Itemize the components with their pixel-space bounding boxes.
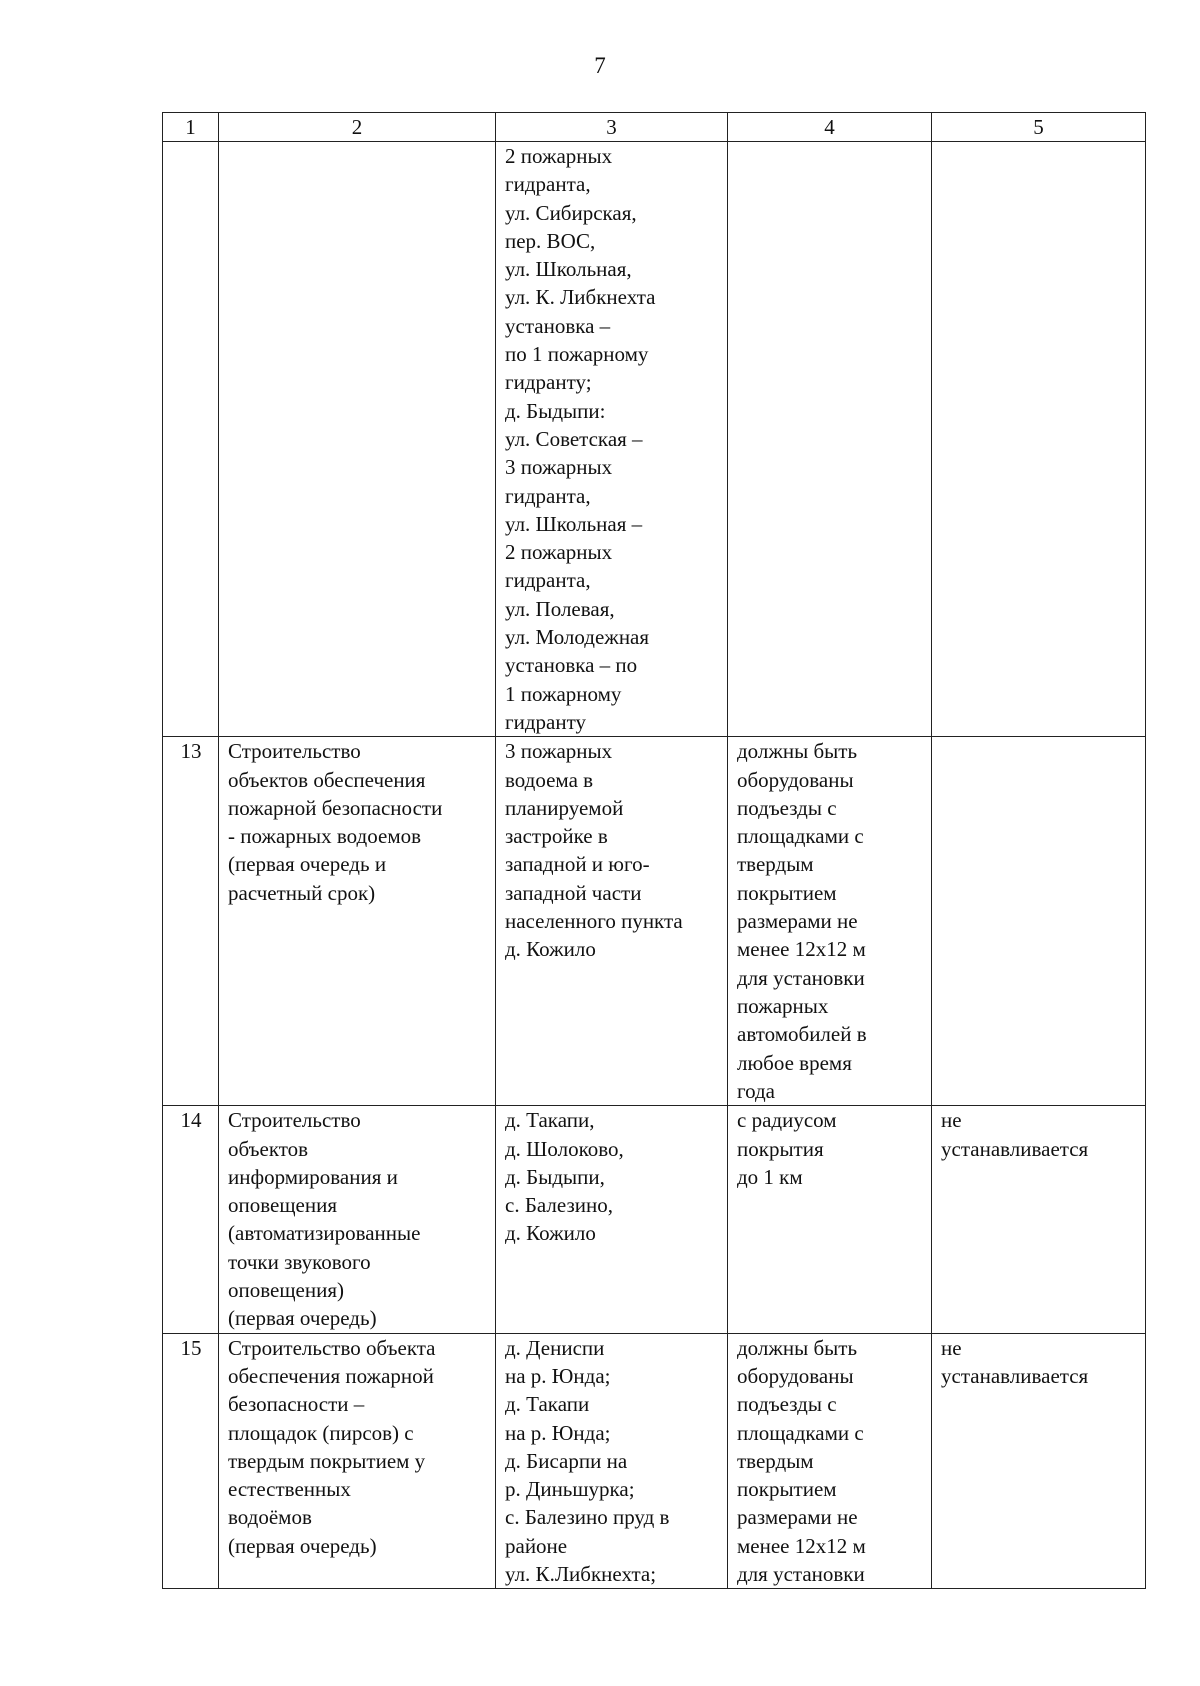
table-cell-col-3 xyxy=(496,1106,728,1333)
cell-text-line: для установки xyxy=(737,1561,865,1586)
cell-text-line: естественных xyxy=(228,1477,351,1502)
cell-text-line: на р. Юнда; xyxy=(505,1363,611,1388)
cell-text-line: (первая очередь и xyxy=(228,852,387,877)
cell-text-line: д. Шолоково, xyxy=(505,1136,624,1161)
cell-text-line: водоёмов xyxy=(228,1505,312,1530)
cell-text-line: пожарных xyxy=(737,993,829,1018)
table-cell-col-4 xyxy=(728,737,932,1106)
row-number: 15 xyxy=(163,1333,219,1589)
cell-text-line: установка – xyxy=(505,313,611,338)
cell-text-line: застройке в xyxy=(505,824,608,849)
cell-text-line: объектов xyxy=(228,1136,309,1161)
cell-text-line: пер. ВОС, xyxy=(505,228,596,253)
cell-text-line: 3 пожарных xyxy=(505,455,613,480)
cell-text-line: оборудованы xyxy=(737,1363,854,1388)
cell-text-line: информирования и xyxy=(228,1164,398,1189)
cell-text-line: не xyxy=(941,1108,962,1133)
cell-text-line: - пожарных водоемов xyxy=(228,824,422,849)
table-cell-col-2 xyxy=(219,737,496,1106)
cell-text-line: расчетный срок) xyxy=(228,880,376,905)
cell-text-line: 1 пожарному xyxy=(505,681,622,706)
cell-text-line: пожарной безопасности xyxy=(228,795,443,820)
cell-text-line: оборудованы xyxy=(737,767,854,792)
cell-text-line: ул. К.Либкнехта; xyxy=(505,1561,657,1586)
cell-text-line: гидранта, xyxy=(505,172,591,197)
cell-text-line: автомобилей в xyxy=(737,1022,867,1047)
cell-text-line: твердым покрытием у xyxy=(228,1448,426,1473)
cell-text-line: покрытием xyxy=(737,880,837,905)
cell-text-line: установка – по xyxy=(505,653,638,678)
cell-text-line: гидранта, xyxy=(505,568,591,593)
table-row xyxy=(163,737,1146,1106)
cell-text-line: ул. Молодежная xyxy=(505,625,650,650)
cell-text-line: 3 пожарных xyxy=(505,739,613,764)
cell-text-line: ул. Полевая, xyxy=(505,596,615,621)
cell-text-line: водоема в xyxy=(505,767,594,792)
cell-text-line: с. Балезино, xyxy=(505,1193,613,1218)
cell-text-line: покрытием xyxy=(737,1477,837,1502)
cell-text-line: размерами не xyxy=(737,1505,858,1530)
cell-text-line: районе xyxy=(505,1533,568,1558)
cell-text-line: западной части xyxy=(505,880,642,905)
cell-text-line: до 1 км xyxy=(737,1164,803,1189)
cell-text-line: объектов обеспечения xyxy=(228,767,426,792)
cell-text-line: населенного пункта xyxy=(505,909,683,934)
table-cell-col-5 xyxy=(932,1333,1146,1589)
cell-text-line: по 1 пожарному xyxy=(505,342,649,367)
cell-text-line: площадками с xyxy=(737,1420,864,1445)
cell-text-line: для установки xyxy=(737,965,865,990)
cell-text-line: устанавливается xyxy=(941,1363,1089,1388)
table-cell-col-3 xyxy=(496,142,728,737)
table-cell-col-2 xyxy=(219,142,496,737)
column-header-1: 1 xyxy=(163,113,219,142)
cell-text-line: не xyxy=(941,1335,962,1360)
cell-text-line: д. Такапи xyxy=(505,1392,590,1417)
page-number: 7 xyxy=(594,53,606,78)
cell-text-line: точки звукового xyxy=(228,1249,371,1274)
cell-text-line: Строительство xyxy=(228,739,361,764)
table-cell-col-5 xyxy=(932,737,1146,1106)
cell-text-line: безопасности – xyxy=(228,1392,365,1417)
cell-text-line: (первая очередь) xyxy=(228,1533,377,1558)
cell-text-line: ул. Советская – xyxy=(505,426,643,451)
cell-text-line: 2 пожарных xyxy=(505,144,613,168)
cell-text-line: менее 12х12 м xyxy=(737,1533,866,1558)
cell-text-line: размерами не xyxy=(737,909,858,934)
table-cell-col-5 xyxy=(932,1106,1146,1333)
cell-text-line: гидранту; xyxy=(505,370,592,395)
cell-text-line: должны быть xyxy=(737,1335,858,1360)
cell-text-line: гидранту xyxy=(505,709,586,734)
cell-text-line: Строительство объекта xyxy=(228,1335,436,1360)
column-header-4: 4 xyxy=(728,113,932,142)
cell-text-line: д. Бисарпи на xyxy=(505,1448,628,1473)
header-row xyxy=(163,113,1146,142)
cell-text-line: д. Кожило xyxy=(505,937,596,962)
cell-text-line: планируемой xyxy=(505,795,624,820)
cell-text-line: ул. К. Либкнехта xyxy=(505,285,656,310)
cell-text-line: любое время xyxy=(737,1050,852,1075)
cell-text-line: подъезды с xyxy=(737,1392,837,1417)
table-cell-col-4 xyxy=(728,142,932,737)
cell-text-line: оповещения xyxy=(228,1193,337,1218)
cell-text-line: западной и юго- xyxy=(505,852,650,877)
cell-text-line: ул. Школьная – xyxy=(505,511,643,536)
row-number: 14 xyxy=(163,1106,219,1333)
cell-text-line: гидранта, xyxy=(505,483,591,508)
cell-text-line: года xyxy=(737,1078,775,1103)
table-cell-col-2 xyxy=(219,1333,496,1589)
cell-text-line: (первая очередь) xyxy=(228,1306,377,1331)
cell-text-line: д. Быдыпи, xyxy=(505,1164,605,1189)
column-header-3: 3 xyxy=(496,113,728,142)
cell-text-line: 2 пожарных xyxy=(505,540,613,565)
cell-text-line: площадок (пирсов) с xyxy=(228,1420,414,1445)
cell-text-line: д. Дениспи xyxy=(505,1335,605,1360)
cell-text-line: обеспечения пожарной xyxy=(228,1363,434,1388)
cell-text-line: с радиусом xyxy=(737,1108,837,1133)
table-cell-col-3 xyxy=(496,1333,728,1589)
cell-text-line: д. Быдыпи: xyxy=(505,398,606,423)
cell-text-line: ул. Сибирская, xyxy=(505,200,637,225)
table-row xyxy=(163,142,1146,737)
row-number xyxy=(163,142,219,737)
cell-text-line: подъезды с xyxy=(737,795,837,820)
cell-text-line: (автоматизированные xyxy=(228,1221,421,1246)
row-number: 13 xyxy=(163,737,219,1106)
table-row xyxy=(163,1106,1146,1333)
cell-text-line: оповещения) xyxy=(228,1278,344,1303)
column-header-5: 5 xyxy=(932,113,1146,142)
cell-text-line: устанавливается xyxy=(941,1136,1089,1161)
cell-text-line: д. Такапи, xyxy=(505,1108,595,1133)
requirements-table xyxy=(162,112,1146,1589)
table-cell-col-5 xyxy=(932,142,1146,737)
cell-text-line: покрытия xyxy=(737,1136,824,1161)
cell-text-line: площадками с xyxy=(737,824,864,849)
table-row xyxy=(163,1333,1146,1589)
column-header-2: 2 xyxy=(219,113,496,142)
table-cell-col-3 xyxy=(496,737,728,1106)
table-cell-col-2 xyxy=(219,1106,496,1333)
cell-text-line: с. Балезино пруд в xyxy=(505,1505,670,1530)
table-cell-col-4 xyxy=(728,1333,932,1589)
cell-text-line: менее 12х12 м xyxy=(737,937,866,962)
cell-text-line: р. Диньшурка; xyxy=(505,1477,635,1502)
cell-text-line: твердым xyxy=(737,852,814,877)
cell-text-line: должны быть xyxy=(737,739,858,764)
cell-text-line: д. Кожило xyxy=(505,1221,596,1246)
cell-text-line: на р. Юнда; xyxy=(505,1420,611,1445)
cell-text-line: Строительство xyxy=(228,1108,361,1133)
cell-text-line: твердым xyxy=(737,1448,814,1473)
cell-text-line: ул. Школьная, xyxy=(505,257,632,282)
table-cell-col-4 xyxy=(728,1106,932,1333)
